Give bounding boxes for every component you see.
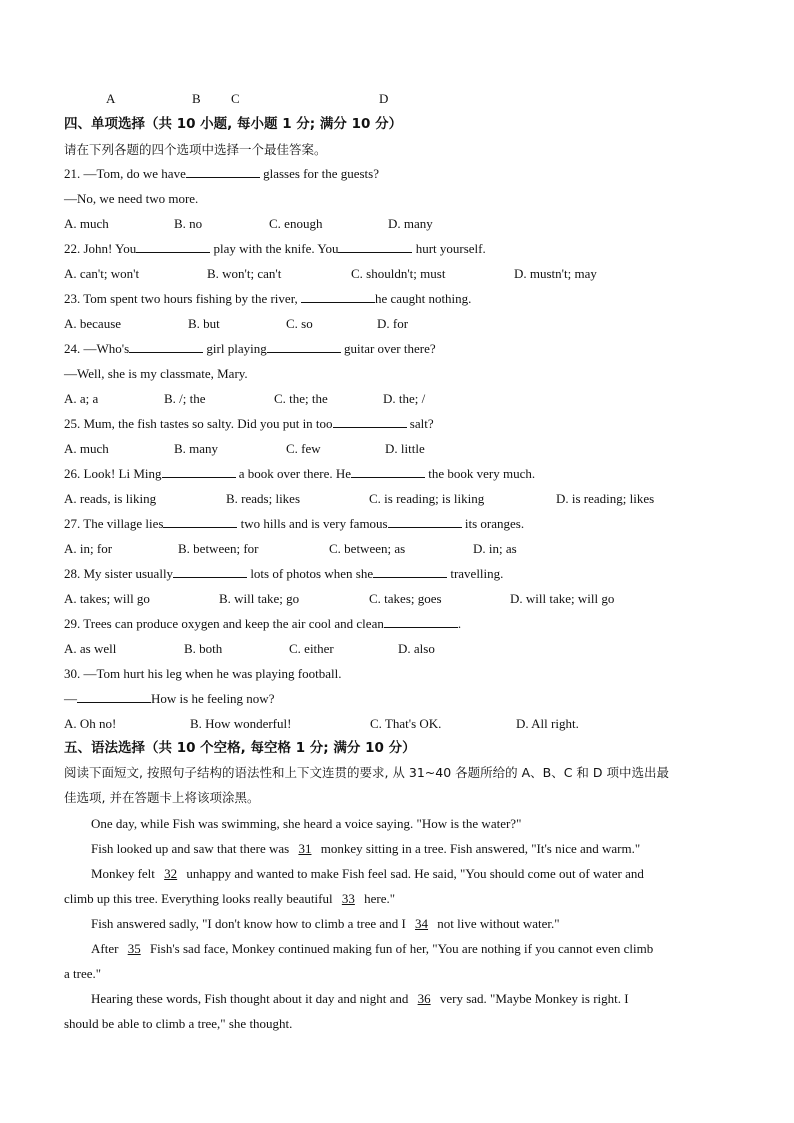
answer-blank <box>186 166 260 178</box>
q23-option-b: B. but <box>188 316 220 331</box>
section4-title: 四、单项选择（共 10 小题, 每小题 1 分; 满分 10 分） <box>64 116 403 132</box>
passage-p5-cont: a tree." <box>64 966 102 981</box>
q30-option-b: B. How wonderful! <box>190 716 292 731</box>
q22-option-b: B. won't; can't <box>207 266 282 281</box>
answer-blank <box>388 516 462 528</box>
q23-option-a: A. because <box>64 316 122 331</box>
q27-option-c: C. between; as <box>329 541 406 556</box>
answer-blank <box>129 341 203 353</box>
passage-p3: Monkey felt 32 unhappy and wanted to make Fish feel sad. He said, "You should come out of water and <box>91 866 644 881</box>
passage-p2: Fish looked up and saw that there was 31 monkey sitting in a tree. Fish answered, "It's nice and warm." <box>91 841 641 856</box>
section5-instruction-cont: 佳选项, 并在答题卡上将该项涂黑。 <box>64 790 260 805</box>
passage-p1: One day, while Fish was swimming, she heard a voice saying. "How is the water?" <box>91 816 522 831</box>
answer-blank <box>338 241 412 253</box>
top-label-d: D <box>379 91 389 106</box>
question-30-reply: — How is he feeling now? <box>64 691 275 706</box>
q26-option-c: C. is reading; is liking <box>369 491 485 506</box>
q21-option-d: D. many <box>388 216 433 231</box>
answer-blank <box>333 416 407 428</box>
answer-blank <box>384 616 458 628</box>
answer-blank <box>77 691 151 703</box>
q26-option-b: B. reads; likes <box>226 491 301 506</box>
q29-option-a: A. as well <box>64 641 117 656</box>
blank-34: 34 <box>415 916 429 931</box>
q30-option-c: C. That's OK. <box>370 716 442 731</box>
answer-blank <box>351 466 425 478</box>
q23-option-d: D. for <box>377 316 409 331</box>
question-24: 24. —Who's girl playing guitar over there? <box>64 341 436 356</box>
top-label-b: B <box>192 91 201 106</box>
q21-option-b: B. no <box>174 216 203 231</box>
section5-title: 五、语法选择（共 10 个空格, 每空格 1 分; 满分 10 分） <box>64 740 416 756</box>
passage-p4: Fish answered sadly, "I don't know how to climb a tree and I 34 not live without water." <box>91 916 560 931</box>
question-21-reply: —No, we need two more. <box>64 191 199 206</box>
q28-option-d: D. will take; will go <box>510 591 615 606</box>
answer-blank <box>163 516 237 528</box>
top-label-a: A <box>106 91 116 106</box>
passage-p6: Hearing these words, Fish thought about it day and night and 36 very sad. "Maybe Monkey is right. I <box>91 991 629 1006</box>
blank-32: 32 <box>164 866 178 881</box>
q25-option-c: C. few <box>286 441 321 456</box>
question-30: 30. —Tom hurt his leg when he was playing football. <box>64 666 342 681</box>
question-29: 29. Trees can produce oxygen and keep the air cool and clean . <box>64 616 462 631</box>
answer-blank <box>267 341 341 353</box>
question-21: 21. —Tom, do we have glasses for the guests? <box>64 166 379 181</box>
question-23: 23. Tom spent two hours fishing by the river, he caught nothing. <box>64 291 472 306</box>
q24-option-b: B. /; the <box>164 391 206 406</box>
q29-option-c: C. either <box>289 641 334 656</box>
q21-option-a: A. much <box>64 216 109 231</box>
q29-option-b: B. both <box>184 641 223 656</box>
q27-option-b: B. between; for <box>178 541 259 556</box>
q30-option-d: D. All right. <box>516 716 579 731</box>
blank-36: 36 <box>417 991 431 1006</box>
q22-option-c: C. shouldn't; must <box>351 266 446 281</box>
q28-option-a: A. takes; will go <box>64 591 150 606</box>
question-26: 26. Look! Li Ming a book over there. He the book very much. <box>64 466 536 481</box>
q22-option-a: A. can't; won't <box>64 266 140 281</box>
q26-option-a: A. reads, is liking <box>64 491 157 506</box>
q29-option-d: D. also <box>398 641 435 656</box>
q22-option-d: D. mustn't; may <box>514 266 597 281</box>
answer-blank <box>301 291 375 303</box>
question-25: 25. Mum, the fish tastes so salty. Did you put in too salt? <box>64 416 434 431</box>
q26-option-d: D. is reading; likes <box>556 491 655 506</box>
answer-blank <box>173 566 247 578</box>
blank-35: 35 <box>127 941 141 956</box>
answer-blank <box>373 566 447 578</box>
q21-option-c: C. enough <box>269 216 323 231</box>
q25-option-d: D. little <box>385 441 425 456</box>
q24-option-c: C. the; the <box>274 391 328 406</box>
answer-blank <box>136 241 210 253</box>
question-27: 27. The village lies two hills and is very famous its oranges. <box>64 516 525 531</box>
q25-option-b: B. many <box>174 441 219 456</box>
blank-33: 33 <box>341 891 355 906</box>
answer-blank <box>162 466 236 478</box>
section4-instruction: 请在下列各题的四个选项中选择一个最佳答案。 <box>64 142 327 157</box>
passage-p6-cont: should be able to climb a tree," she thought. <box>64 1016 293 1031</box>
question-28: 28. My sister usually lots of photos when she travelling. <box>64 566 504 581</box>
blank-31: 31 <box>298 841 312 856</box>
passage-p3-cont: climb up this tree. Everything looks really beautiful 33 here." <box>64 891 396 906</box>
section5-instruction: 阅读下面短文, 按照句子结构的语法性和上下文连贯的要求, 从 31~40 各题所给的 A、B、C 和 D 项中选出最 <box>64 765 670 780</box>
q28-option-b: B. will take; go <box>219 591 300 606</box>
q27-option-d: D. in; as <box>473 541 517 556</box>
passage-p5: After 35 Fish's sad face, Monkey continued making fun of her, "You are nothing if you cannot even climb <box>91 941 654 956</box>
q30-option-a: A. Oh no! <box>64 716 117 731</box>
top-label-c: C <box>231 91 240 106</box>
q23-option-c: C. so <box>286 316 313 331</box>
q24-option-d: D. the; / <box>383 391 426 406</box>
q27-option-a: A. in; for <box>64 541 113 556</box>
question-24-reply: —Well, she is my classmate, Mary. <box>64 366 248 381</box>
question-22: 22. John! You play with the knife. You hurt yourself. <box>64 241 486 256</box>
q25-option-a: A. much <box>64 441 109 456</box>
q24-option-a: A. a; a <box>64 391 99 406</box>
q28-option-c: C. takes; goes <box>369 591 442 606</box>
